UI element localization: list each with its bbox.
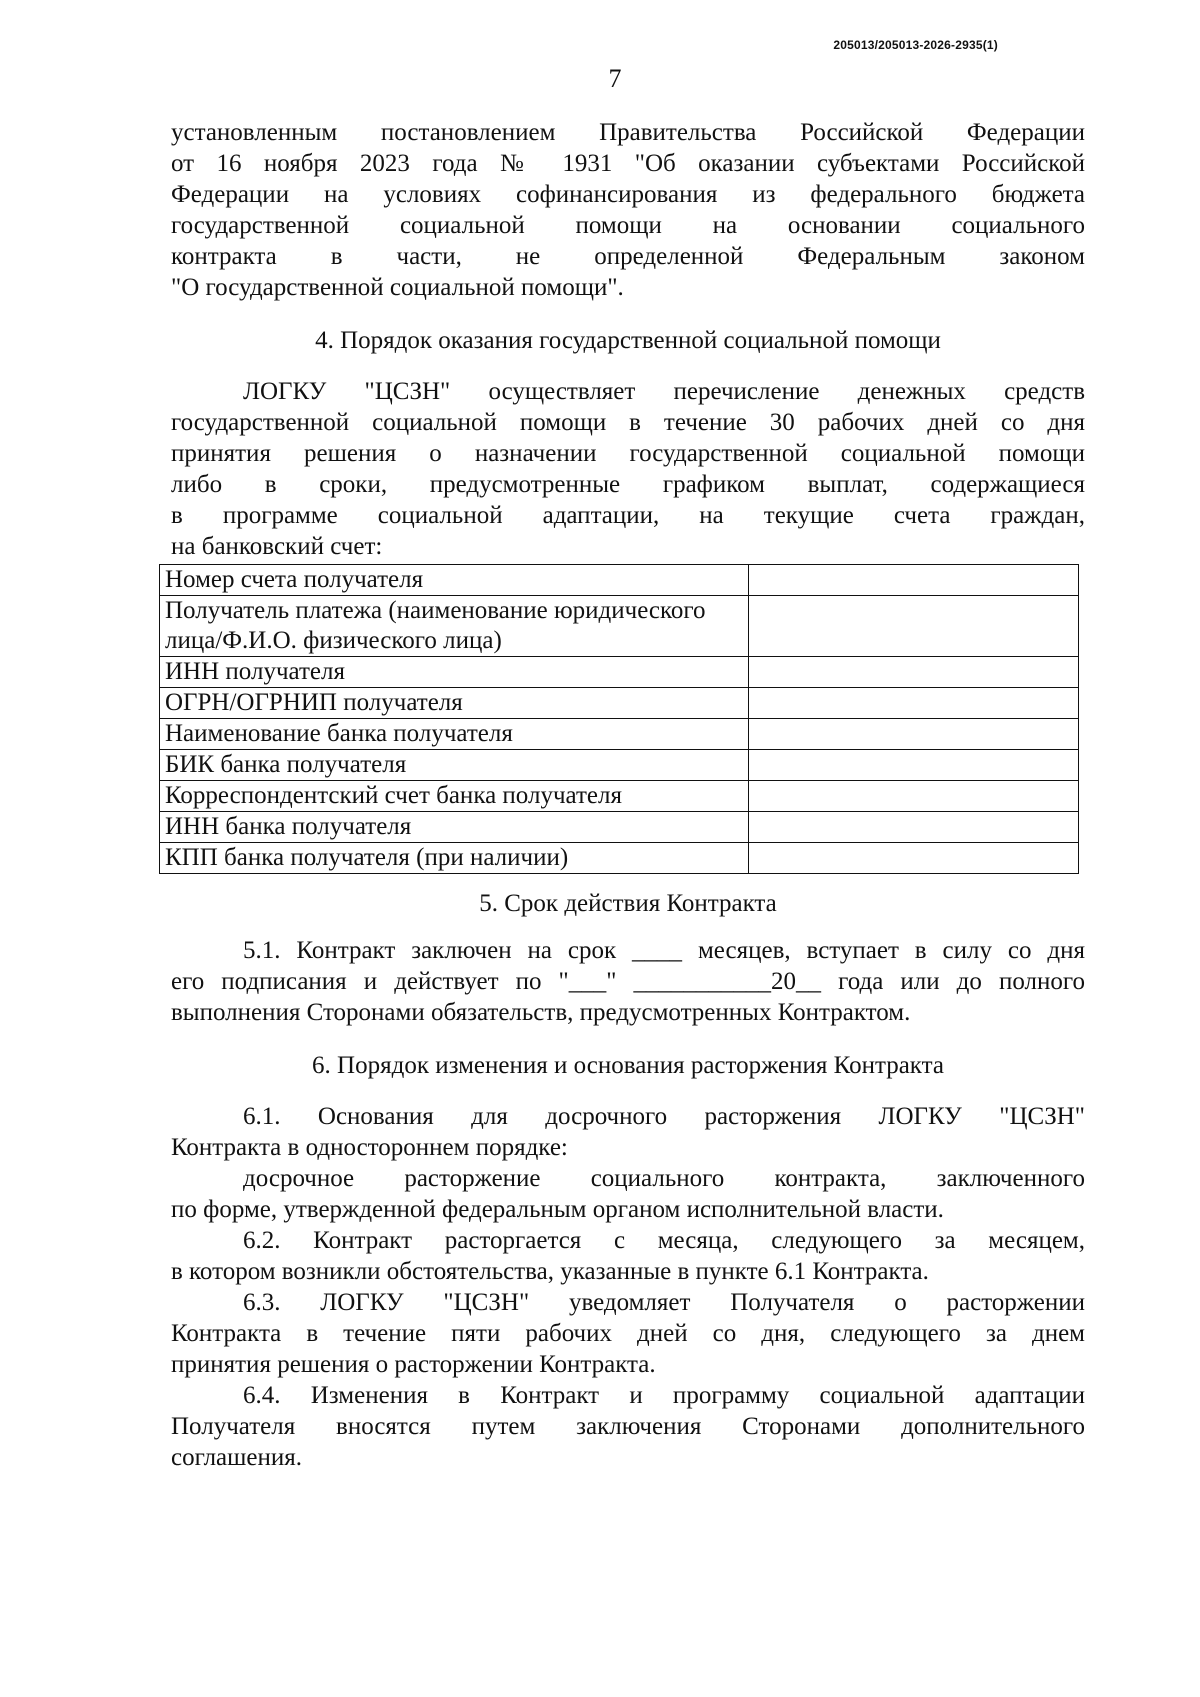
row-value-field[interactable] [749, 812, 1079, 843]
table-row [160, 781, 1079, 812]
text-line: 6.3. ЛОГКУ "ЦСЗН" уведомляет Получателя о расторжении [243, 1289, 1085, 1316]
text-line: 5.1. Контракт заключен на срок ____ месяцев, вступает в силу со дня [243, 937, 1085, 964]
text-line: соглашения. [171, 1444, 303, 1471]
row-value-field[interactable] [749, 843, 1079, 874]
text-line: Контракта в течение пяти рабочих дней со дня, следующего за днем [171, 1320, 1085, 1347]
section-5-title: 5. Срок действия Контракта [479, 890, 777, 917]
bank-details-table [159, 564, 1079, 874]
row-label: Наименование банка получателя [160, 719, 749, 750]
section-5-paragraph [171, 935, 1085, 1028]
text-line: установленным постановлением Правительства Российской Федерации [171, 119, 1085, 146]
clause-6-3 [171, 1287, 1085, 1380]
page-number: 7 [608, 64, 622, 93]
row-value-field[interactable] [749, 565, 1079, 596]
text-line: государственной социальной помощи на основании социального [171, 212, 1085, 239]
text-line: Получателя вносятся путем заключения Сторонами дополнительного [171, 1413, 1085, 1440]
table-row [160, 843, 1079, 874]
table-row [160, 688, 1079, 719]
text-line: по форме, утвержденной федеральным органом исполнительной власти. [171, 1196, 944, 1223]
table-row [160, 812, 1079, 843]
row-label: ОГРН/ОГРНИП получателя [160, 688, 749, 719]
row-label: ИНН получателя [160, 657, 749, 688]
table-row [160, 596, 1079, 657]
text-line: 6.4. Изменения в Контракт и программу социальной адаптации [243, 1382, 1085, 1409]
clause-6-4 [171, 1380, 1085, 1473]
text-line: от 16 ноября 2023 года № 1931 "Об оказании субъектами Российской [171, 150, 1085, 177]
section-6-title: 6. Порядок изменения и основания расторжения Контракта [312, 1052, 944, 1079]
clause-6-1-item [171, 1163, 1085, 1225]
text-line: Федерации на условиях софинансирования из федерального бюджета [171, 181, 1085, 208]
text-line: государственной социальной помощи в течение 30 рабочих дней со дня [171, 409, 1085, 436]
row-label: Номер счета получателя [160, 565, 749, 596]
section-4-title: 4. Порядок оказания государственной социальной помощи [315, 327, 941, 354]
row-label: КПП банка получателя (при наличии) [160, 843, 749, 874]
text-line: его подписания и действует по "___" ___________20__ года или до полного [171, 968, 1085, 995]
text-line: контракта в части, не определенной Федеральным законом [171, 243, 1085, 270]
row-label: БИК банка получателя [160, 750, 749, 781]
row-label: Получатель платежа (наименование юридического лица/Ф.И.О. физического лица) [160, 596, 749, 657]
text-line: ЛОГКУ "ЦСЗН" осуществляет перечисление денежных средств [243, 378, 1085, 405]
text-line: досрочное расторжение социального контракта, заключенного [243, 1165, 1085, 1192]
text-line: принятия решения о назначении государственной социальной помощи [171, 440, 1085, 467]
row-value-field[interactable] [749, 719, 1079, 750]
row-value-field[interactable] [749, 657, 1079, 688]
text-line: Контракта в одностороннем порядке: [171, 1134, 568, 1161]
text-line: в программе социальной адаптации, на текущие счета граждан, [171, 502, 1085, 529]
text-line: 6.1. Основания для досрочного расторжения ЛОГКУ "ЦСЗН" [243, 1103, 1085, 1130]
row-value-field[interactable] [749, 688, 1079, 719]
row-value-field[interactable] [749, 750, 1079, 781]
table-row [160, 750, 1079, 781]
table-row [160, 657, 1079, 688]
section-4-paragraph [171, 376, 1085, 562]
text-line: выполнения Сторонами обязательств, предусмотренных Контрактом. [171, 999, 911, 1026]
clause-6-2 [171, 1225, 1085, 1287]
row-label: Корреспондентский счет банка получателя [160, 781, 749, 812]
row-value-field[interactable] [749, 781, 1079, 812]
table-row [160, 565, 1079, 596]
text-line: "О государственной социальной помощи". [171, 274, 624, 301]
clause-6-1 [171, 1101, 1085, 1163]
text-line: в котором возникли обстоятельства, указанные в пункте 6.1 Контракта. [171, 1258, 929, 1285]
text-line: 6.2. Контракт расторгается с месяца, следующего за месяцем, [243, 1227, 1085, 1254]
text-line: на банковский счет: [171, 533, 383, 560]
table-row [160, 719, 1079, 750]
document-body [165, 117, 1085, 1473]
text-line: принятия решения о расторжении Контракта. [171, 1351, 656, 1378]
intro-paragraph [171, 117, 1085, 303]
document-id: 205013/205013-2026-2935(1) [833, 38, 998, 52]
row-label: ИНН банка получателя [160, 812, 749, 843]
row-value-field[interactable] [749, 596, 1079, 657]
text-line: либо в сроки, предусмотренные графиком выплат, содержащиеся [171, 471, 1085, 498]
